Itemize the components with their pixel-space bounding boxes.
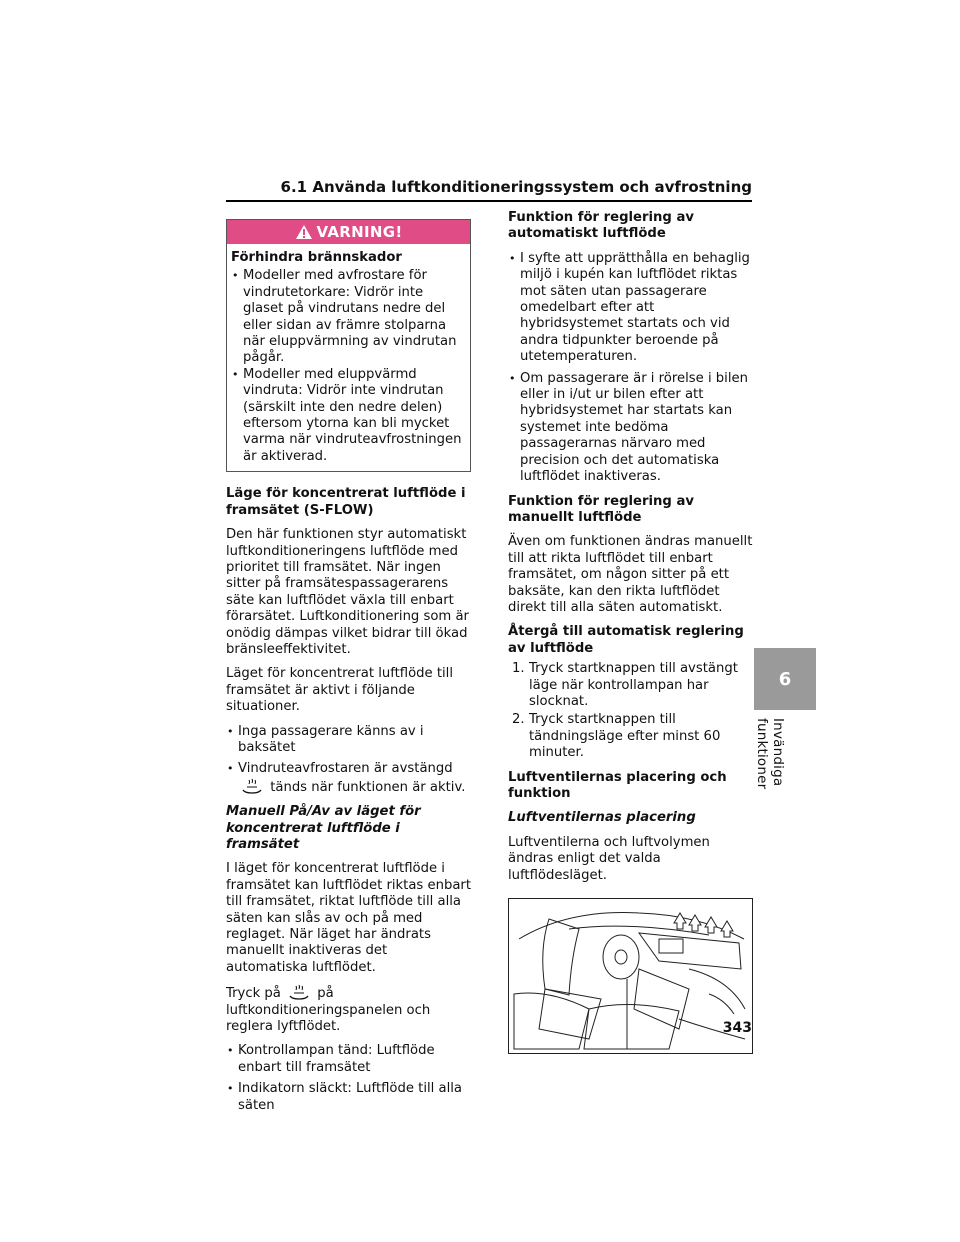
list-item: • Inga passagerare känns av i baksätet bbox=[226, 724, 471, 757]
vent-illustration bbox=[508, 898, 753, 1054]
press-instruction bbox=[226, 984, 471, 1035]
warning-item: • Modeller med avfrostare för vindrutetorkare: Vidrör inte glaset på vindrutans nedre del eller sidan av främre stolparna när eluppvärmning av vindrutan pågår. bbox=[231, 268, 462, 366]
right-column bbox=[508, 210, 753, 1054]
warning-list bbox=[231, 268, 462, 465]
list-item: • Om passagerare är i rörelse i bilen eller in i/ut ur bilen efter att hybridsystemet har startats kan systemet inte bedöma passagerarnas närvaro med precision och det automatiska luftflödet inaktiveras. bbox=[508, 371, 753, 486]
warning-triangle-icon bbox=[295, 224, 313, 240]
step-item bbox=[512, 661, 753, 710]
indicator-list bbox=[226, 1043, 471, 1114]
list-item bbox=[226, 761, 471, 796]
page-number: 343 bbox=[722, 1020, 752, 1036]
warning-label: VARNING! bbox=[316, 222, 403, 241]
list-item: • Kontrollampan tänd: Luftflöde enbart till framsätet bbox=[226, 1043, 471, 1076]
step-number: 2. bbox=[512, 712, 525, 728]
vents-heading: Luftventilernas placering och funktion bbox=[508, 769, 727, 801]
list-item-text: Vindruteavfrostaren är avstängd bbox=[238, 761, 453, 777]
step-text: Tryck startknappen till avstängt läge när kontrollampan har slocknat. bbox=[529, 661, 738, 709]
return-steps bbox=[508, 661, 753, 761]
manual-paragraph: I läget för koncentrerat luftflöde i framsätet kan luftflödet riktas enbart till framsätet, riktat luftflöde till alla säten kan slås av och på med reglaget. När läget har ändrats manuellt inaktiveras det automatiska luftflödet. bbox=[226, 861, 472, 975]
sflow-conditions bbox=[226, 724, 471, 797]
manual-function-paragraph: Även om funktionen ändras manuellt till att rikta luftflödet till enbart framsätet, om någon sitter på ett baksäte, kan den rikta luftflödet direkt till alla säten automatiskt. bbox=[508, 534, 753, 615]
sflow-paragraph-2: Läget för koncentrerat luftflöde till framsätet är aktivt i följande situationer. bbox=[226, 666, 454, 715]
chapter-tab bbox=[754, 648, 816, 710]
warning-heading: Förhindra brännskador bbox=[231, 250, 402, 265]
vents-paragraph: Luftventilerna och luftvolymen ändras enligt det valda luftflödesläget. bbox=[508, 834, 710, 883]
press-suffix: på bbox=[317, 986, 334, 1002]
vents-subheading: Luftventilernas placering bbox=[508, 810, 696, 826]
return-heading: Återgå till automatisk reglering av luftflöde bbox=[508, 624, 744, 656]
warning-header bbox=[227, 220, 470, 244]
press-rest: luftkonditioneringspanelen och reglera lyftflödet. bbox=[226, 1002, 431, 1035]
list-item-continued: tänds när funktionen är aktiv. bbox=[270, 779, 466, 795]
chapter-number: 6 bbox=[778, 668, 792, 690]
manual-function-heading: Funktion för reglering av manuellt luftflöde bbox=[508, 493, 694, 525]
auto-list bbox=[508, 251, 753, 486]
warning-box bbox=[226, 219, 471, 472]
warning-body bbox=[227, 244, 470, 471]
press-prefix: Tryck på bbox=[226, 986, 281, 1002]
seat-airflow-icon bbox=[241, 778, 263, 794]
list-item: • Indikatorn släckt: Luftflöde till alla säten bbox=[226, 1081, 471, 1114]
chapter-title: Invändiga funktioner bbox=[754, 718, 786, 790]
step-item bbox=[512, 712, 753, 761]
auto-heading: Funktion för reglering av automatiskt luftflöde bbox=[508, 210, 694, 242]
left-column bbox=[226, 219, 471, 1122]
step-number: 1. bbox=[512, 661, 525, 677]
manual-heading: Manuell På/Av av läget för koncentrerat luftflöde i framsätet bbox=[226, 804, 421, 852]
header-rule bbox=[226, 200, 752, 202]
warning-item: • Modeller med eluppvärmd vindruta: Vidrör inte vindrutan (särskilt inte den nedre delen) eftersom ytorna kan bli mycket varma när vindruteavfrostningen är aktiverad. bbox=[231, 367, 462, 465]
seat-airflow-icon bbox=[288, 984, 310, 1000]
list-item: • I syfte att upprätthålla en behaglig miljö i kupén kan luftflödet riktas mot säten utan passagerare omedelbart efter att hybridsystemet startats och vid andra tidpunkter beroende på utetemperaturen. bbox=[508, 251, 753, 366]
sflow-heading: Läge för koncentrerat luftflöde i framsätet (S-FLOW) bbox=[226, 486, 466, 518]
sflow-paragraph-1: Den här funktionen styr automatiskt luftkonditioneringens luftflöde med prioritet till framsätet. När ingen sitter på framsätespassagerarens säte kan luftflödet växla till enbart förarsätet. Luftkonditionering som är onödig dämpas vilket bidrar till ökad bränsleeffektivitet. bbox=[226, 527, 469, 657]
section-title: 6.1 Använda luftkonditioneringssystem och avfrostning bbox=[280, 178, 752, 196]
step-text: Tryck startknappen till tändningsläge efter minst 60 minuter. bbox=[529, 712, 721, 761]
car-interior-drawing bbox=[509, 899, 752, 1053]
